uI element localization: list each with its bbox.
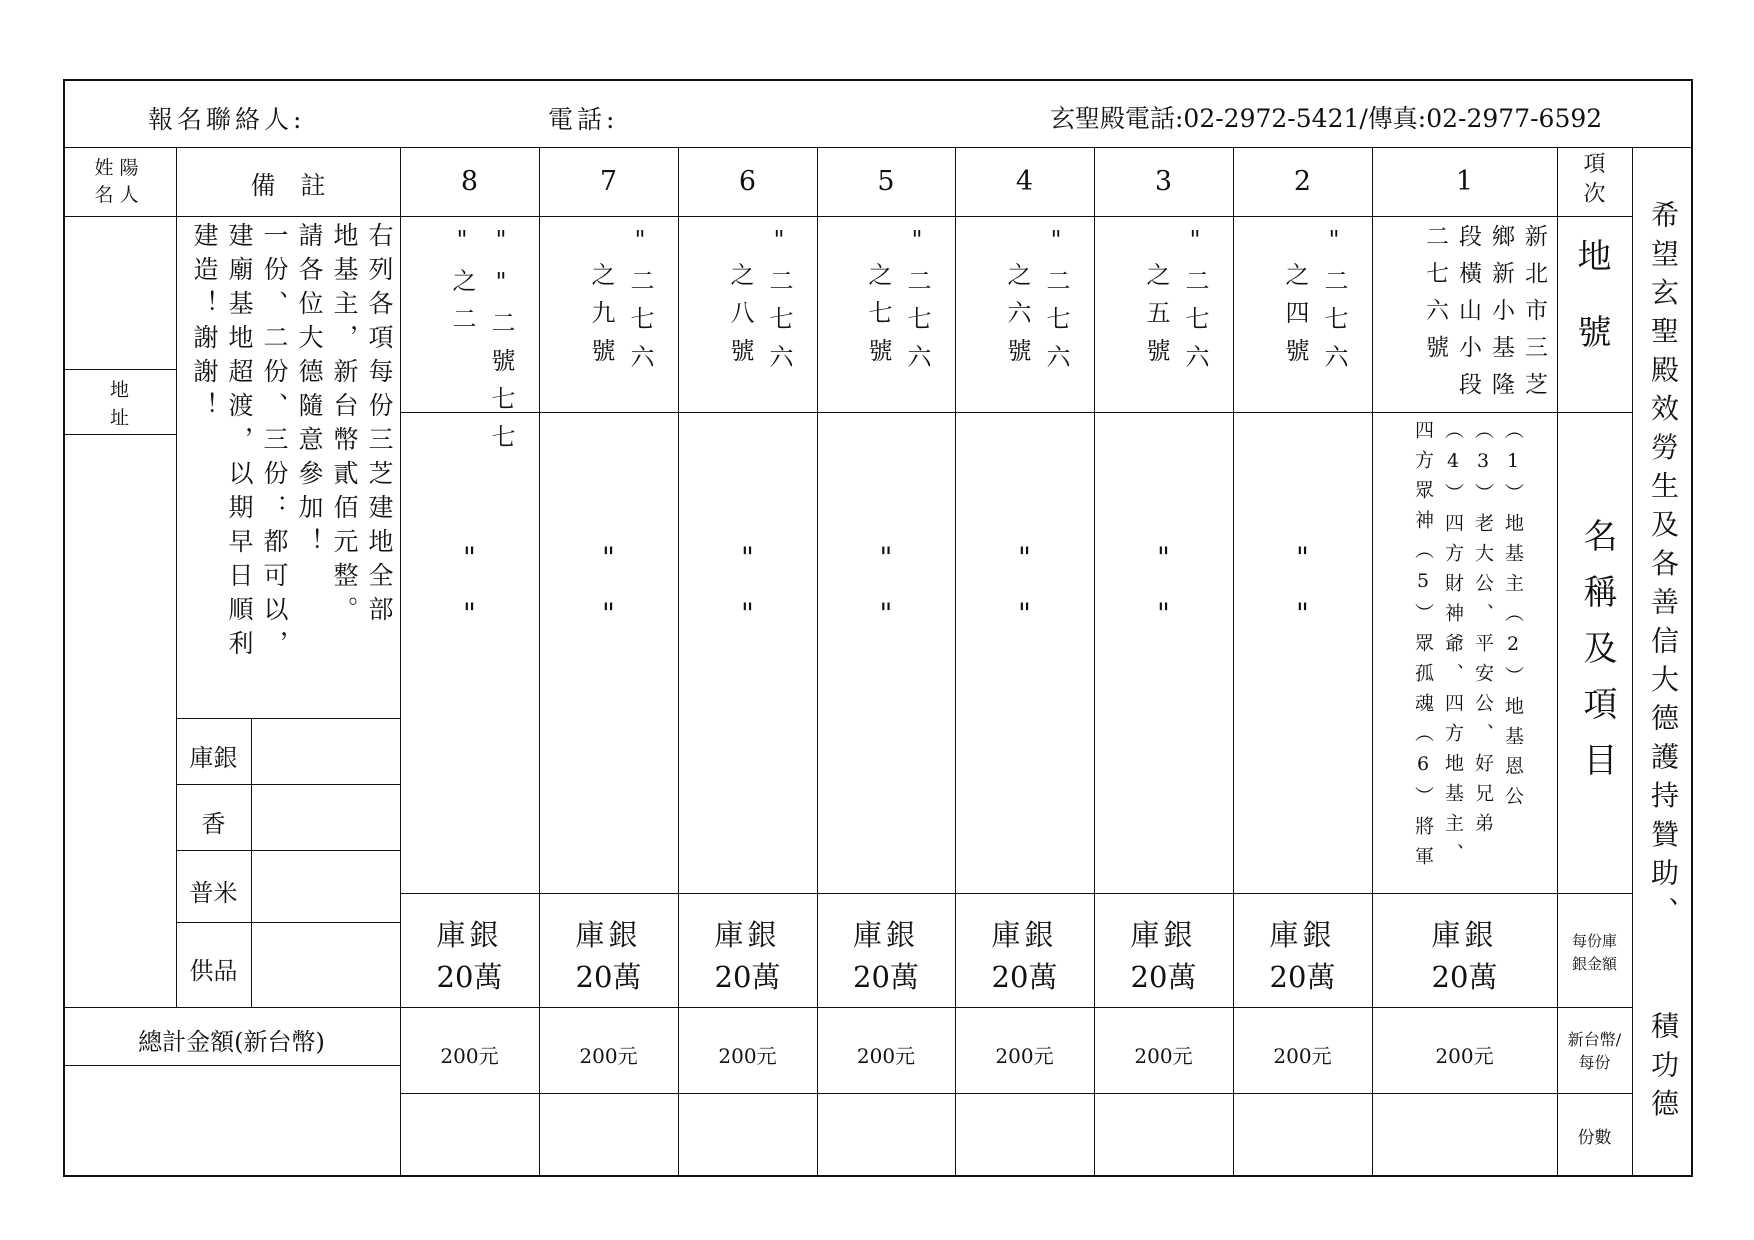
name-ditto: " " [1157,541,1170,630]
offering-silver-label: 庫銀 [189,744,238,772]
name-items-column: 四方眾神（5）眾孤魂（6）將軍 [1412,420,1434,876]
rule [63,1007,1632,1008]
land-number-column: 之五號 [1142,262,1170,376]
temple-contact: 玄聖殿電話:02-2972-5421/傳真:02-2977-6592 [1050,104,1603,133]
price: 200元 [1134,1044,1193,1068]
contact-label: 報名聯絡人: [148,105,306,134]
silver-label: 庫銀 [991,918,1058,952]
name-ditto: " " [1296,541,1309,630]
land-number-column: 鄉新小基隆 [1488,224,1514,409]
rule [400,893,1632,894]
silver-amount: 20萬 [853,960,919,994]
notes-column: 請各位大德隨意參加！ [295,222,324,562]
silver-label: 庫銀 [436,918,503,952]
land-number-column: "二七六 [903,226,931,382]
rule [400,147,401,1177]
ntd-per-share-label: 新台幣/ 每份 [1567,1030,1622,1072]
land-number-column: 之八號 [726,262,754,376]
address-label: 地 址 [109,379,129,429]
land-number-column: "二七六 [765,226,793,382]
name-label: 姓陽 名人 [94,157,145,206]
notes-column: 建廟基地超渡，以期早日順利 [225,222,254,664]
price: 200元 [1435,1044,1494,1068]
land-no-label: 地 號 [1577,237,1612,353]
land-number-column: ""二號七七 [487,226,515,462]
rule [1372,147,1373,1177]
land-number-column: 之四號 [1281,262,1309,376]
price: 200元 [579,1044,638,1068]
offering-rice-label: 普米 [189,879,238,907]
side-note: 積功德 [1647,1011,1680,1128]
name-ditto: " " [463,541,476,630]
notes-column: 地基主，新台幣貳佰元整。 [330,222,359,630]
silver-amount: 20萬 [436,960,503,994]
silver-amount: 20萬 [1130,960,1197,994]
notes-column: 建造！謝謝！ [190,222,219,426]
price: 200元 [718,1044,777,1068]
column-number: 4 [1015,166,1034,197]
silver-amount: 20萬 [991,960,1058,994]
column-number: 1 [1455,166,1474,197]
name-items-column: （1）地基主（2）地基恩公 [1502,420,1524,816]
rule [1632,147,1633,1177]
land-number-column: "二七六 [1320,226,1348,382]
rule [63,369,176,370]
notes-column: 一份、二份、三份：都可以， [260,222,289,664]
column-number: 8 [460,166,479,197]
offering-incense-label: 香 [201,810,226,838]
notes-label: 備 註 [250,171,326,200]
offering-goods-label: 供品 [189,957,238,985]
silver-amount: 20萬 [1269,960,1336,994]
rule [1233,147,1234,1177]
name-ditto: " " [602,541,615,630]
column-number: 3 [1154,166,1173,197]
rule [1094,147,1095,1177]
land-number-column: "二七六 [1181,226,1209,382]
column-number: 5 [877,166,895,197]
silver-label: 庫銀 [714,918,781,952]
silver-label: 庫銀 [1431,918,1498,952]
rule [176,718,400,719]
land-number-column: "二七六 [626,226,654,382]
rule [176,850,400,851]
rule [400,412,1632,413]
column-number: 7 [599,166,618,197]
phone-label: 電話: [548,105,619,134]
column-number: 6 [738,166,757,197]
shares-label: 份數 [1577,1128,1612,1148]
rule [678,147,679,1177]
name-ditto: " " [741,541,754,630]
name-items-label: 名稱及項目 [1577,518,1617,798]
rule [176,784,400,785]
rule [63,216,1632,217]
silver-label: 庫銀 [1269,918,1336,952]
land-number-column: "二七六 [1042,226,1070,382]
rule [63,434,176,435]
side-note: 希望玄聖殿效勞生及各善信大德護持贊助、 [1647,200,1680,936]
silver-amount: 20萬 [575,960,642,994]
silver-label: 庫銀 [575,918,642,952]
rule [400,1093,1632,1094]
silver-label: 庫銀 [1130,918,1197,952]
rule [539,147,540,1177]
item-no-label: 項 次 [1583,152,1606,207]
land-number-column: 段橫山小段 [1455,224,1481,409]
silver-label: 庫銀 [852,918,919,952]
name-ditto: " " [879,541,893,630]
land-number-column: 之九號 [587,262,615,376]
name-items-column: （4）四方財神爺、四方地基主、 [1442,420,1464,873]
total-label: 總計金額(新台幣) [138,1028,325,1056]
land-number-column: 新北市三芝 [1521,224,1547,409]
land-number-column: 之六號 [1003,262,1031,376]
silver-per-share-label: 每份庫 銀金額 [1571,932,1617,973]
name-items-column: （3）老大公、平安公、好兄弟 [1472,420,1494,843]
rule [251,718,252,1007]
rule [63,147,1693,148]
price: 200元 [856,1044,916,1068]
price: 200元 [440,1044,499,1068]
rule [955,147,956,1177]
name-ditto: " " [1018,541,1031,630]
rule [817,147,818,1177]
rule [176,922,400,923]
silver-amount: 20萬 [714,960,781,994]
rule [63,1065,400,1066]
price: 200元 [1273,1044,1332,1068]
land-number-column: 之七號 [864,262,892,376]
price: 200元 [995,1044,1054,1068]
land-number-column: 二七六號 [1422,224,1448,372]
silver-amount: 20萬 [1431,960,1498,994]
column-number: 2 [1293,166,1312,197]
land-number-column: "之二 [448,226,476,344]
notes-column: 右列各項每份三芝建地全部 [365,222,394,630]
